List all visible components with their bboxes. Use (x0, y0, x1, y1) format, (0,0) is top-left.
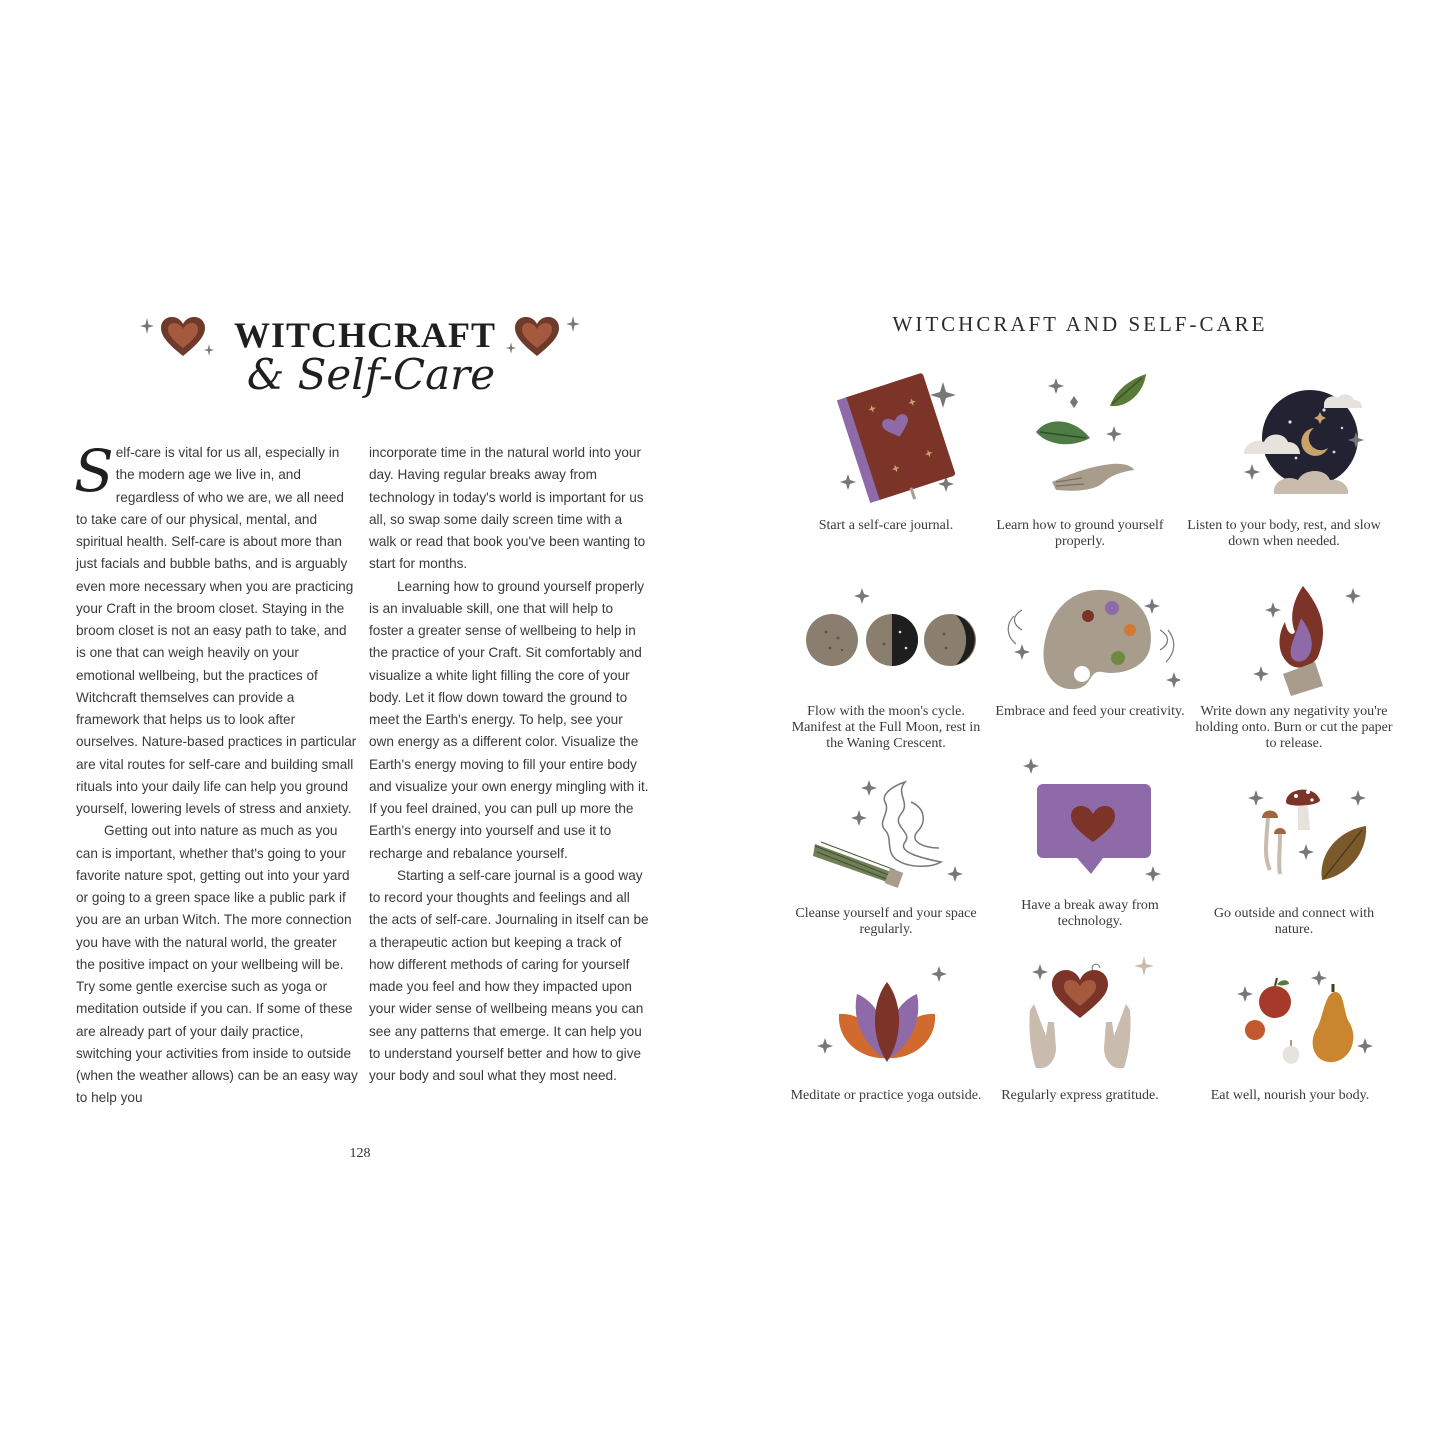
grounding-hand-icon (1000, 362, 1160, 512)
tile-nature (1194, 772, 1394, 938)
hands-heart-icon (990, 952, 1170, 1082)
sage-smoke-icon (801, 772, 971, 900)
right-page (720, 0, 1440, 1440)
heart-icon (514, 316, 560, 358)
tile-cleanse (786, 772, 986, 938)
sparkle-icon (566, 316, 580, 332)
sparkle-icon (140, 318, 154, 334)
paragraph: Starting a self-care journal is a good way to record your thoughts and feelings and all the acts of self-care. Journaling in itself can be a therapeutic action but keeping a track of how different methods of caring for yourself made you feel and how they impacted upon your wider sense of wellbeing means you can see any patterns that emerge. It can help you to understand yourself better and how to give your body and soul what they most need. (369, 867, 649, 1083)
title-line-2: & Self-Care (246, 350, 496, 399)
paragraph: Getting out into nature as much as you can is important, whether that's going to your favorite nature spot, getting out into your yard or going to a green space like a public park if you are an urban Witch. The more connection you have with the natural world, the greater the positive impact on your wellbeing will be. Try some gentle exercise such as yoga or meditation outside if you can. If some of these are already part of your daily practice, switching your activities from inside to outside (when the weather allows) can be an easy way to help you (76, 823, 358, 1106)
sparkle-icon (506, 342, 516, 354)
tile-caption: Write down any negativity you're holding onto. Burn or cut the paper to release. (1195, 704, 1393, 751)
tile-caption: Start a self-care journal. (818, 518, 954, 533)
journal-icon (806, 362, 966, 512)
title-line-1: WITCHCRAFT (233, 315, 497, 355)
tile-caption: Go outside and connect with nature. (1213, 906, 1375, 937)
paragraph: incorporate time in the natural world into your day. Having regular breaks away from technology in today's world is important for us all, so swap some daily screen time with a walk or read that book you've been wanting to start for months. (369, 445, 646, 572)
paragraph: Learning how to ground yourself properly is an invaluable skill, one that will help to foster a greater sense of wellbeing to help in the practice of your Craft. Sit comfortably and visualize a white light filling the core of your body. Let it flow down toward the ground to meet the Earth's energy. To help, see your own energy as a different color. Visualize the Earth's energy moving to fill your entire body and visualize your own energy mingling with it. If you feel drained, you can pull up more the Earth's energy into yourself and use it to recharge and rebalance yourself. (369, 578, 649, 861)
heart-icon (160, 316, 206, 358)
tile-caption: Flow with the moon's cycle. Manifest at the Full Moon, rest in the Waning Crescent. (791, 704, 981, 751)
tile-caption: Meditate or practice yoga outside. (790, 1088, 982, 1103)
tile-caption: Cleanse yourself and your space regularly. (795, 906, 977, 937)
tile-creativity (990, 580, 1190, 720)
fruit-vegetables-icon (1205, 962, 1375, 1082)
drop-cap: S (74, 437, 114, 505)
tile-caption: Listen to your body, rest, and slow down when needed. (1187, 518, 1381, 549)
chapter-title (130, 300, 600, 420)
page-number: 128 (349, 1146, 371, 1161)
tile-journal (786, 362, 986, 534)
body-column-1 (74, 437, 358, 1110)
tile-meditate (786, 962, 986, 1104)
paragraph-text: elf-care is vital for us all, especially in the modern age we live in, and regardless of who we are, we all need to take care of our physical, mental, and spiritual health. Self-care is about more than just facials and bubble baths, and is arguably even more necessary when you are practicing your Craft in the broom closet. Staying in the broom closet is not an easy path to take, and is one that can weigh heavily on your emotional wellbeing, but the practices of Witchcraft themselves can provide a framework that helps us to look after ourselves. Nature-based practices in particular are vital routes for self-care and building small rituals into your daily life can help you ground yourself, lowering levels of stress and anxiety. (76, 445, 357, 816)
tile-gratitude (980, 952, 1180, 1104)
tile-caption: Embrace and feed your creativity. (995, 704, 1185, 719)
paragraph (74, 437, 358, 820)
palette-icon (1000, 580, 1180, 698)
tile-grounding (980, 362, 1180, 550)
tile-caption: Eat well, nourish your body. (1210, 1088, 1370, 1103)
tile-caption: Have a break away from technology. (1021, 898, 1159, 929)
tile-release (1194, 578, 1394, 752)
tile-rest (1184, 362, 1384, 550)
mushrooms-leaf-icon (1214, 772, 1374, 900)
message-heart-icon (1005, 752, 1175, 892)
tile-caption: Regularly express gratitude. (1001, 1088, 1159, 1103)
tile-tech-break (990, 752, 1190, 930)
tile-moon (786, 578, 986, 752)
moon-phases-icon (796, 578, 976, 698)
burning-paper-icon (1219, 578, 1369, 698)
tile-caption: Learn how to ground yourself properly. (996, 518, 1164, 549)
tile-nourish (1190, 962, 1390, 1104)
night-sky-icon (1204, 362, 1364, 512)
infographic-heading: WITCHCRAFT AND SELF-CARE (892, 312, 1268, 336)
body-column-2 (369, 442, 649, 1087)
lotus-icon (801, 962, 971, 1082)
